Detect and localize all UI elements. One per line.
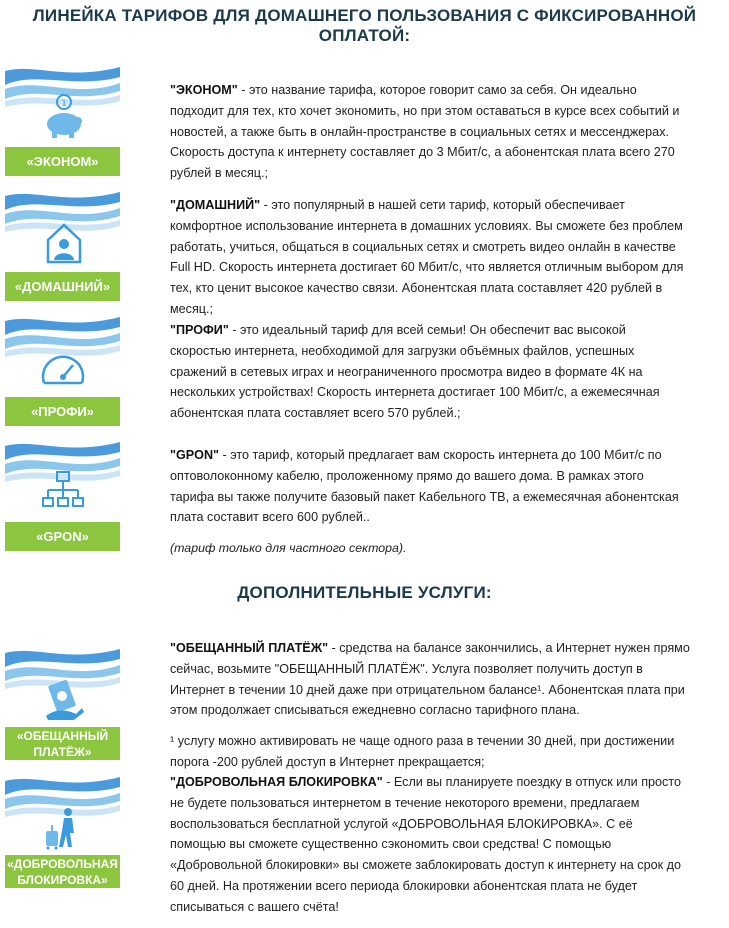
service-footnote: ¹ услугу можно активировать не чаще одного раза в течении 30 дней, при достижении порога -200 рублей доступ в Интернет прекращается;: [170, 734, 675, 769]
service-label: «ДОБРОВОЛЬНАЯ БЛОКИРОВКА»: [5, 855, 120, 888]
tariff-name: "ПРОФИ": [170, 323, 229, 337]
service-name: "ДОБРОВОЛЬНАЯ БЛОКИРОВКА": [170, 775, 383, 789]
tariff-name: "ДОМАШНИЙ": [170, 198, 261, 212]
tariff-desc-profi: [170, 320, 690, 434]
services-heading: ДОПОЛНИТЕЛЬНЫЕ УСЛУГИ:: [237, 583, 492, 602]
service-text: - Если вы планируете поездку в отпуск или просто не будете пользоваться интернетом в течение некоторого времени, предлагаем воспользоваться бесплатной услугой «ДОБРОВОЛЬНАЯ БЛОКИРОВКА». С её помощью вы сможете существенно сэкономить свои средства! С помощью «Добровольной блокировки» вы сможете заблокировать доступ к интернету на срок до 60 дней. На протяжении всего периода блокировки абонентская плата не будет списываться с вашего счёта!: [170, 775, 681, 914]
service-desc-promised-payment: [170, 638, 690, 783]
tariffs-heading: ЛИНЕЙКА ТАРИФОВ ДЛЯ ДОМАШНЕГО ПОЛЬЗОВАНИЯ С ФИКСИРОВАННОЙ ОПЛАТОЙ:: [32, 6, 697, 45]
network-tree-icon: [42, 470, 84, 514]
tariff-label: «GPON»: [5, 522, 120, 551]
tariff-name: "ЭКОНОМ": [170, 83, 238, 97]
tariff-text: - это тариф, который предлагает вам скорость интернета до 100 Мбит/с по оптоволоконному кабелю, проложенному прямо до вашего дома. В рамках этого тарифа вы также получите базовый пакет Кабельного ТВ, а ежемесячная абонентская плата составит всего 600 рублей..: [170, 448, 679, 525]
service-text: - средства на балансе закончились, а Интернет нужен прямо сейчас, возьмите "ОБЕЩАННЫЙ ПЛАТЁЖ". Услуга позволяет получить доступ в Интернет в течении 10 дней даже при отрицательном балансе¹. Абонентская плата при этом продолжает списываться ежедневно согласно тарифного плана.: [170, 641, 690, 718]
tariff-text: - это название тарифа, которое говорит само за себя. Он идеально подходит для тех, кто хочет экономить, но при этом оставаться в курсе всех событий и новостей, а также быть в онлайн-пространстве в социальных сетях и мессенджерах. Скорость доступа к интернету составляет до 3 Мбит/с, а абонентская плата всего 270 рублей в месяц.;: [170, 83, 680, 181]
service-desc-voluntary-block: [170, 772, 690, 928]
tariff-label: «ЭКОНОМ»: [5, 147, 120, 176]
piggy-bank-icon: [42, 93, 86, 139]
tariff-desc-econom: [170, 80, 690, 194]
cash-hand-icon: [42, 678, 86, 722]
tariff-name: "GPON": [170, 448, 220, 462]
tariff-label: «ПРОФИ»: [5, 397, 120, 426]
speedometer-icon: [40, 347, 86, 389]
tariff-text: - это идеальный тариф для всей семьи! Он обеспечит вас высокой скоростью интернета, необходимой для загрузки объёмных файлов, успешных сражений в сетевых играх и неограниченного просмотра видео в формате 4К на нескольких устройствах! Скорость интернета достигает 100 Мбит/с, а ежемесячная абонентская плата составляет всего 570 рублей.;: [170, 323, 660, 421]
tariff-desc-gpon: [170, 445, 690, 569]
tariff-desc-domashniy: [170, 195, 690, 330]
home-user-icon: [45, 222, 83, 264]
tariff-text: - это популярный в нашей сети тариф, который обеспечивает комфортное использование интернета в домашних условиях. Вы сможете без проблем работать, учиться, общаться в социальных сетях и смотреть видео онлайн в качестве Full HD. Скорость интернета достигает 60 Мбит/с, что является отличным выбором для тех, кто ценит высокое качество связи. Абонентская плата составляет 420 рублей в месяц.;: [170, 198, 684, 316]
service-label: «ОБЕЩАННЫЙ ПЛАТЁЖ»: [5, 727, 120, 760]
tariff-label: «ДОМАШНИЙ»: [5, 272, 120, 301]
traveler-suitcase-icon: [42, 807, 86, 851]
service-name: "ОБЕЩАННЫЙ ПЛАТЁЖ": [170, 641, 329, 655]
svg-text:1: 1: [61, 99, 67, 109]
tariff-note: (тариф только для частного сектора).: [170, 541, 407, 556]
